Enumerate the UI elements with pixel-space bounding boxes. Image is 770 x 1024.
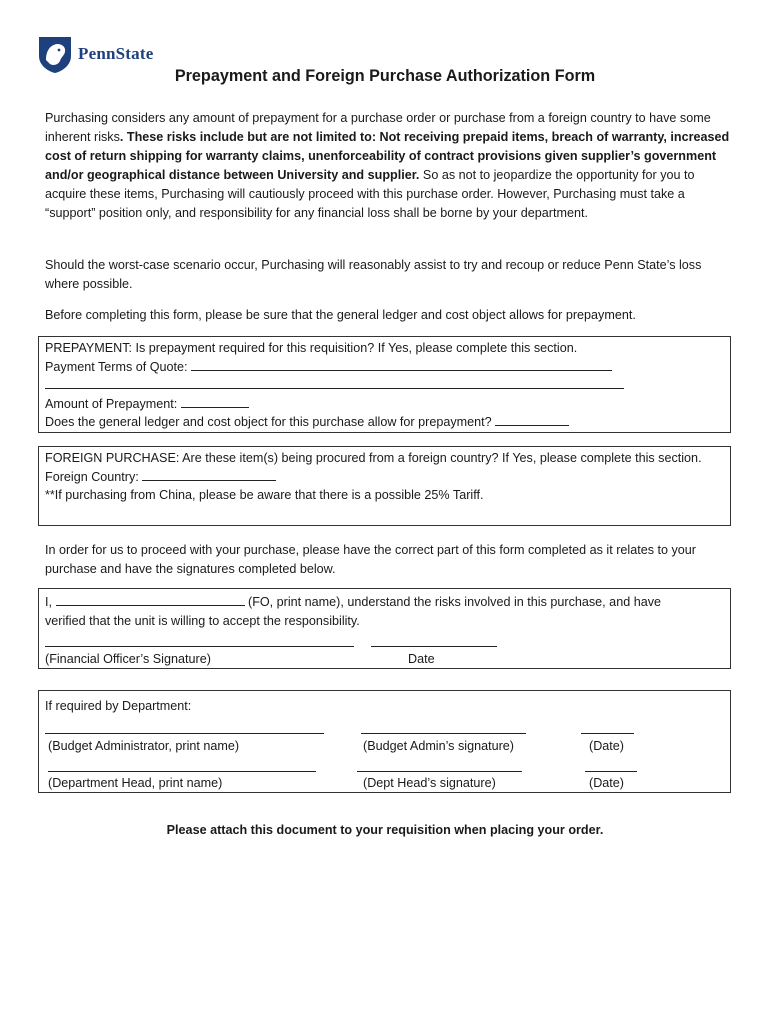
dept-head-name-label: (Department Head, print name) [48, 776, 223, 790]
prepayment-section [38, 336, 731, 433]
payment-terms-field-line2[interactable] [45, 376, 624, 389]
budget-admin-name-line[interactable] [45, 733, 324, 734]
amount-label: Amount of Prepayment: [45, 396, 178, 411]
amount-field[interactable] [181, 395, 249, 408]
payment-terms-label: Payment Terms of Quote: [45, 359, 188, 374]
foreign-purchase-section [38, 446, 731, 526]
department-section [38, 690, 731, 793]
fo-date-line[interactable] [371, 646, 497, 647]
gl-question: Does the general ledger and cost object for this purchase allow for prepayment? [45, 415, 492, 430]
intro-paragraph: Purchasing considers any amount of prepayment for a purchase order or purchase from a foreign country to have some inherent risks. These risks include but are not limited to: Not receiving prepaid items, breach of warranty, increased cost of return shipping for warranty claims, unenforceability of contract provisions given supplier’s government and/or geographical distance between University and supplier. So as not to jeopardize the opportunity for you to acquire these items, Purchasing will cautiously proceed with this purchase order. However, Purchasing must take a “support” position only, and responsibility for any financial loss shall be borne by your department. [45, 111, 730, 220]
dept-head-name-line[interactable] [48, 771, 316, 772]
budget-admin-name-label: (Budget Administrator, print name) [48, 739, 240, 753]
fo-print-name-field[interactable] [56, 593, 245, 606]
fo-date-label: Date [408, 652, 435, 666]
before-completing-paragraph: Before completing this form, please be sure that the general ledger and cost object allows for prepayment. [45, 308, 636, 322]
worst-case-paragraph: Should the worst-case scenario occur, Purchasing will reasonably assist to try and recoup or reduce Penn State’s loss where possible. [45, 258, 702, 291]
instructions-paragraph: In order for us to proceed with your purchase, please have the correct part of this form completed as it relates to your purchase and have the signatures completed below. [45, 543, 697, 576]
foreign-heading: FOREIGN PURCHASE: Are these item(s) being procured from a foreign country? If Yes, please complete this section. [45, 451, 702, 465]
dept-head-date-label: (Date) [589, 776, 624, 790]
fo-statement-line2: verified that the unit is willing to accept the responsibility. [45, 614, 360, 628]
budget-admin-date-label: (Date) [589, 739, 624, 753]
logo-wordmark: PennState [78, 44, 154, 63]
gl-answer-field[interactable] [495, 413, 569, 426]
fo-prefix: I, [45, 595, 52, 609]
foreign-country-label: Foreign Country: [45, 469, 139, 484]
budget-admin-signature-line[interactable] [361, 733, 526, 734]
fo-statement: (FO, print name), understand the risks involved in this purchase, and have [248, 595, 662, 609]
budget-admin-date-line[interactable] [581, 733, 634, 734]
department-heading: If required by Department: [45, 699, 192, 713]
dept-head-signature-line[interactable] [357, 771, 522, 772]
budget-admin-signature-label: (Budget Admin’s signature) [363, 739, 514, 753]
financial-officer-section [38, 588, 731, 669]
prepayment-heading: PREPAYMENT: Is prepayment required for this requisition? If Yes, please complete this section. [45, 341, 578, 355]
fo-signature-label: (Financial Officer’s Signature) [45, 652, 211, 666]
attach-document-note: Please attach this document to your requisition when placing your order. [166, 823, 604, 837]
china-tariff-note: **If purchasing from China, please be aware that there is a possible 25% Tariff. [45, 488, 484, 503]
payment-terms-field[interactable] [191, 358, 612, 371]
dept-head-signature-label: (Dept Head’s signature) [363, 776, 496, 790]
foreign-country-field[interactable] [142, 468, 276, 481]
dept-head-date-line[interactable] [585, 771, 637, 772]
page-title: Prepayment and Foreign Purchase Authorization Form [174, 67, 596, 85]
fo-signature-line[interactable] [45, 646, 354, 647]
